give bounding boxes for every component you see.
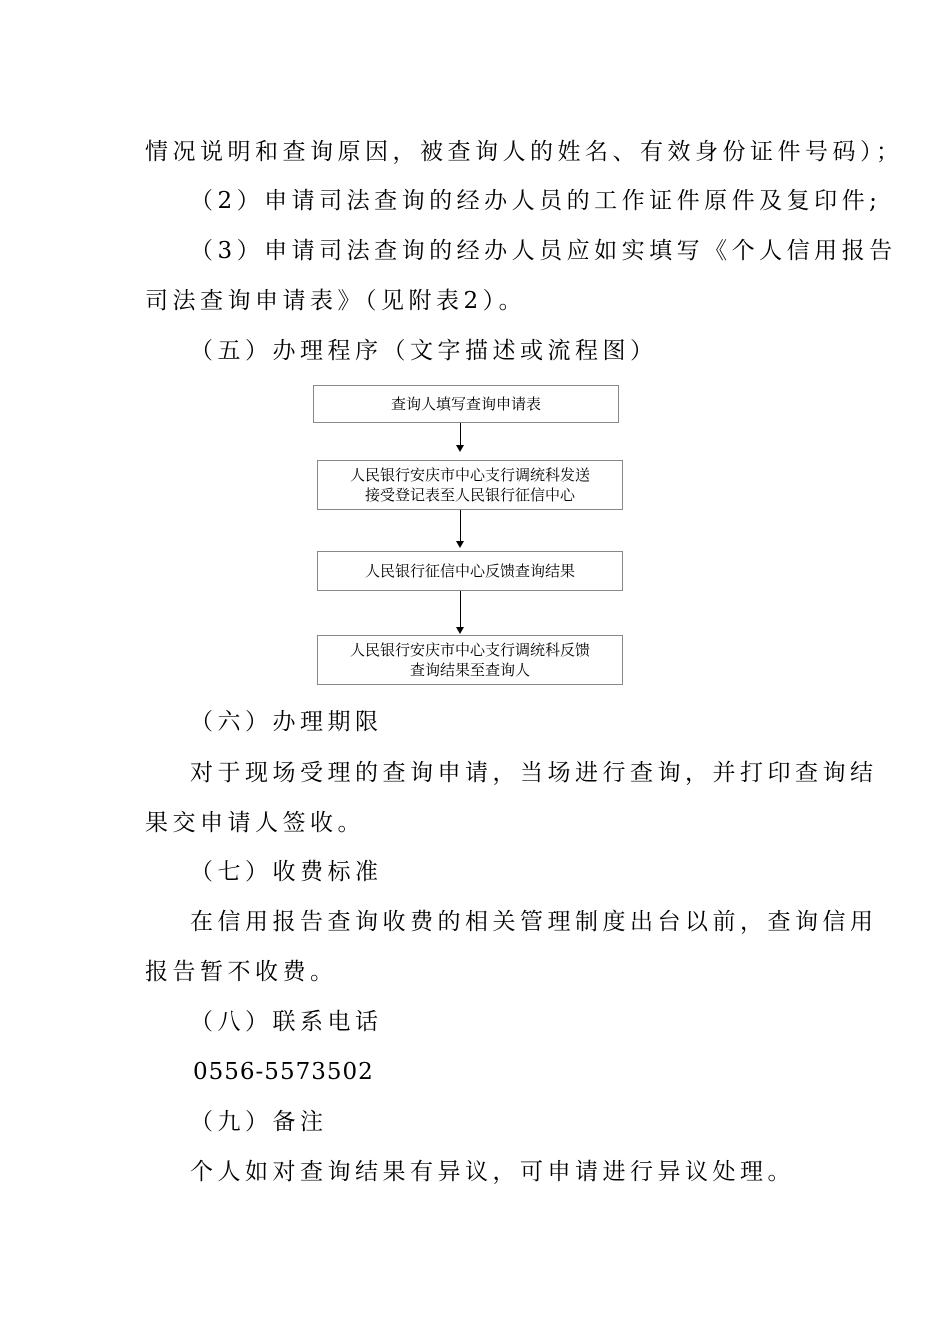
- flow-step-text: 人民银行征信中心反馈查询结果: [364, 562, 575, 580]
- section-heading: （六）办理期限: [190, 709, 383, 735]
- paragraph-line: （3）申请司法查询的经办人员应如实填写《个人信用报告: [190, 238, 897, 264]
- flow-arrow: [460, 510, 461, 541]
- flow-step-text: 人民银行安庆市中心支行调统科反馈: [349, 641, 590, 659]
- flow-step-text: 接受登记表至人民银行征信中心: [364, 486, 575, 504]
- paragraph-line: 情况说明和查询原因，被查询人的姓名、有效身份证件号码）；: [145, 139, 904, 165]
- paragraph-line: 果交申请人签收。: [145, 810, 365, 836]
- section-heading: （八）联系电话: [190, 1009, 383, 1035]
- flow-arrow: [460, 423, 461, 445]
- flow-step-text: 查询人填写查询申请表: [390, 395, 541, 413]
- section-heading: （七）收费标准: [190, 859, 383, 885]
- arrow-down-icon: [456, 541, 464, 548]
- flow-step-text: 人民银行安庆市中心支行调统科发送: [349, 466, 590, 484]
- section-heading: （九）备注: [190, 1109, 328, 1135]
- paragraph-line: 在信用报告查询收费的相关管理制度出台以前，查询信用: [190, 909, 878, 935]
- flow-step-2: [317, 460, 623, 510]
- flow-step-3: [317, 551, 623, 591]
- arrow-down-icon: [456, 445, 464, 452]
- flow-step-text: 查询结果至查询人: [409, 661, 530, 679]
- flow-arrow: [460, 591, 461, 627]
- phone-number: 0556-5573502: [193, 1059, 374, 1085]
- section-heading: （五）办理程序（文字描述或流程图）: [190, 338, 658, 364]
- paragraph-line: （2）申请司法查询的经办人员的工作证件原件及复印件;: [190, 188, 882, 214]
- paragraph-line: 报告暂不收费。: [145, 959, 338, 985]
- arrow-down-icon: [456, 627, 464, 634]
- flow-step-1: [313, 385, 619, 423]
- paragraph-line: 司法查询申请表》（见附表2）。: [145, 288, 527, 314]
- paragraph-line: 对于现场受理的查询申请，当场进行查询，并打印查询结: [190, 760, 878, 786]
- flow-step-4: [317, 635, 623, 685]
- paragraph-line: 个人如对查询结果有异议，可申请进行异议处理。: [190, 1159, 795, 1185]
